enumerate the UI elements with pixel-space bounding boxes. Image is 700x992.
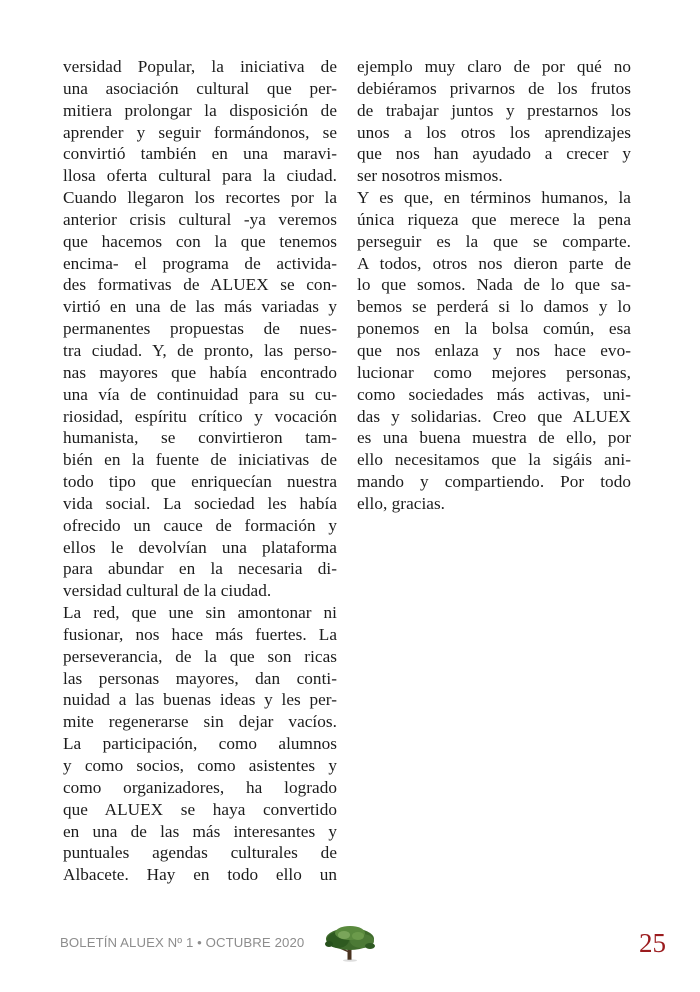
- text-line: fusionar, nos hace más fuertes. La: [63, 624, 337, 644]
- text-line: lucionar como mejores personas,: [357, 362, 631, 382]
- page-number: 25: [639, 928, 666, 958]
- text-line: que ALUEX se haya convertido: [63, 799, 337, 819]
- text-line: ser nosotros mismos.: [357, 166, 503, 186]
- text-line: bemos se perderá si lo damos y lo: [357, 297, 631, 317]
- text-line: para abundar en la necesaria di-: [63, 559, 337, 579]
- text-line: todo tipo que enriquecían nuestra: [63, 472, 337, 492]
- text-line: ponemos en la bolsa común, esa: [357, 319, 631, 339]
- text-line: encima- el programa de activida-: [63, 253, 337, 273]
- text-line: que nos han ayudado a crecer y: [357, 144, 631, 164]
- text-line: es una buena muestra de ello, por: [357, 428, 631, 448]
- text-line: mite regenerarse sin dejar vacíos.: [63, 712, 337, 732]
- text-line: virtió en una de las más variadas y: [63, 297, 337, 317]
- text-line: ofrecido un cauce de formación y: [63, 515, 337, 535]
- text-line: versidad Popular, la iniciativa de: [63, 57, 337, 76]
- text-line: nas mayores que había encontrado: [63, 362, 337, 382]
- text-line: versidad cultural de la ciudad.: [63, 581, 272, 601]
- text-line: perseguir es la que se comparte.: [357, 231, 631, 251]
- text-line: permanentes propuestas de nues-: [63, 319, 337, 339]
- text-line: una vía de continuidad para su cu-: [63, 384, 337, 404]
- text-line: A todos, otros nos dieron parte de: [357, 253, 631, 273]
- text-line: como sociedades más activas, uni-: [357, 384, 631, 404]
- text-line: las personas mayores, dan conti-: [63, 668, 337, 688]
- text-line: mitiera prolongar la disposición de: [63, 100, 337, 120]
- text-line: La red, que une sin amontonar ni: [63, 603, 337, 623]
- article-left-column: [63, 56, 337, 886]
- text-line: mando y compartiendo. Por todo: [357, 472, 631, 492]
- text-line: nuidad a las buenas ideas y les per-: [63, 690, 337, 710]
- text-line: perseverancia, de la que son ricas: [63, 646, 337, 666]
- text-line: ellos le devolvían una plataforma: [63, 537, 337, 557]
- text-line: unos a los otros los aprendizajes: [357, 122, 631, 142]
- tree-icon: [322, 924, 378, 962]
- text-line: humanista, se convirtieron tam-: [63, 428, 337, 448]
- text-line: debiéramos privarnos de los frutos: [357, 78, 631, 98]
- text-line: Albacete. Hay en todo ello un: [63, 865, 337, 885]
- text-line: llosa oferta cultural para la ciudad.: [63, 166, 337, 186]
- text-line: riosidad, espíritu crítico y vocación: [63, 406, 337, 426]
- text-line: que hacemos con la que tenemos: [63, 231, 337, 251]
- text-line: en una de las más interesantes y: [63, 821, 337, 841]
- text-line: ello necesitamos que la sigáis ani-: [357, 450, 631, 470]
- text-line: des formativas de ALUEX se con-: [63, 275, 337, 295]
- text-line: aprender y seguir formándonos, se: [63, 122, 337, 142]
- text-line: lo que somos. Nada de lo que sa-: [357, 275, 631, 295]
- text-line: vida social. La sociedad les había: [63, 493, 337, 513]
- text-line: una asociación cultural que per-: [63, 78, 337, 98]
- text-line: como organizadores, ha logrado: [63, 777, 337, 797]
- text-line: que nos enlaza y nos hace evo-: [357, 340, 631, 360]
- text-line: das y solidarias. Creo que ALUEX: [357, 406, 631, 426]
- text-line: convirtió también en una maravi-: [63, 144, 337, 164]
- footer-publication-info: BOLETÍN ALUEX Nº 1 • OCTUBRE 2020: [60, 935, 305, 950]
- text-line: de trabajar juntos y prestarnos los: [357, 100, 631, 120]
- article-right-column: [357, 56, 631, 515]
- text-line: anterior crisis cultural -ya veremos: [63, 209, 337, 229]
- text-line: tra ciudad. Y, de pronto, las perso-: [63, 340, 337, 360]
- text-line: bién en la fuente de iniciativas de: [63, 450, 337, 470]
- text-line: La participación, como alumnos: [63, 734, 337, 754]
- text-line: única riqueza que merece la pena: [357, 209, 631, 229]
- text-line: Y es que, en términos humanos, la: [357, 188, 631, 208]
- text-line: y como socios, como asistentes y: [63, 756, 337, 775]
- text-line: puntuales agendas culturales de: [63, 843, 337, 863]
- text-line: Cuando llegaron los recortes por la: [63, 188, 337, 208]
- text-line: ello, gracias.: [357, 493, 446, 513]
- text-line: ejemplo muy claro de por qué no: [357, 57, 631, 76]
